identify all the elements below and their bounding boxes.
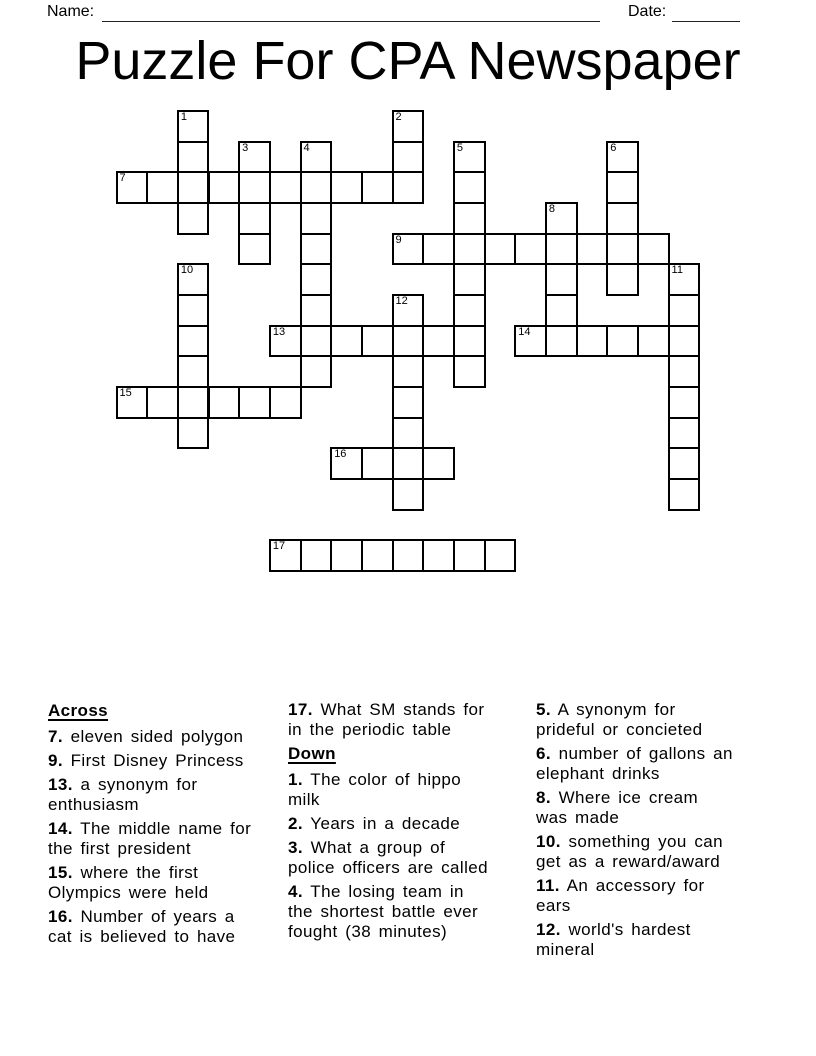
grid-cell	[238, 171, 271, 204]
grid-cell	[422, 447, 455, 480]
grid-cell	[177, 171, 210, 204]
grid-cell	[668, 355, 701, 388]
grid-cell	[177, 294, 210, 327]
grid-cell	[300, 539, 333, 572]
grid-cell	[238, 233, 271, 266]
clue-number: 8.	[536, 788, 551, 807]
grid-cell	[668, 325, 701, 358]
across-heading: Across	[48, 701, 109, 720]
grid-cell	[330, 325, 363, 358]
clue-number: 4.	[288, 882, 303, 901]
clue-number: 12.	[536, 920, 561, 939]
grid-cell	[392, 417, 425, 450]
cell-number: 10	[180, 264, 194, 277]
grid-cell	[514, 233, 547, 266]
grid-cell	[361, 539, 394, 572]
grid-cell	[545, 294, 578, 327]
grid-cell	[453, 202, 486, 235]
grid-cell	[330, 171, 363, 204]
cell-number: 14	[518, 325, 531, 338]
grid-cell	[453, 233, 486, 266]
grid-cell	[453, 355, 486, 388]
grid-cell	[269, 325, 302, 358]
clue-column-2	[288, 700, 526, 946]
cell-number: 4	[303, 141, 310, 154]
clue-number: 6.	[536, 744, 551, 763]
grid-cell	[208, 171, 241, 204]
grid-cell	[392, 110, 425, 143]
grid-cell	[453, 171, 486, 204]
grid-cell	[576, 325, 609, 358]
grid-cell	[392, 539, 425, 572]
grid-cell	[300, 233, 333, 266]
cell-number: 5	[456, 141, 463, 154]
grid-cell	[177, 386, 210, 419]
grid-cell	[545, 325, 578, 358]
cell-number: 15	[119, 387, 132, 400]
grid-cell	[208, 386, 241, 419]
grid-cell	[238, 202, 271, 235]
grid-cell	[238, 141, 271, 174]
clue-number: 17.	[288, 700, 313, 719]
grid-cell	[484, 233, 517, 266]
grid-cell	[177, 417, 210, 450]
grid-cell	[116, 386, 149, 419]
grid-cell	[177, 202, 210, 235]
grid-cell	[177, 355, 210, 388]
grid-cell	[392, 447, 425, 480]
grid-cell	[576, 233, 609, 266]
grid-cell	[300, 202, 333, 235]
clue-number: 2.	[288, 814, 303, 833]
cell-number: 12	[395, 295, 408, 308]
clue-number: 5.	[536, 700, 551, 719]
grid-cell	[668, 417, 701, 450]
clue-number: 13.	[48, 775, 73, 794]
clue-down-2: 2. Years in a decade	[288, 814, 461, 833]
grid-cell	[392, 478, 425, 511]
grid-cell	[453, 294, 486, 327]
grid-cell	[606, 325, 639, 358]
grid-cell	[668, 447, 701, 480]
clue-down-3: 3. What a group of police officers are called	[288, 838, 488, 877]
grid-cell	[300, 325, 333, 358]
clue-down-10: 10. something you can get as a reward/award	[536, 832, 723, 871]
grid-cell	[300, 141, 333, 174]
clue-column-3	[536, 700, 774, 964]
grid-cell	[453, 141, 486, 174]
grid-cell	[606, 233, 639, 266]
grid-cell	[300, 355, 333, 388]
grid-cell	[637, 233, 670, 266]
clue-number: 1.	[288, 770, 303, 789]
grid-cell	[177, 110, 210, 143]
cell-number: 1	[180, 111, 187, 123]
date-label: Date:	[628, 3, 667, 20]
clue-number: 16.	[48, 907, 73, 926]
grid-cell	[269, 171, 302, 204]
grid-cell	[422, 233, 455, 266]
grid-cell	[238, 386, 271, 419]
grid-cell	[300, 171, 333, 204]
grid-cell	[361, 171, 394, 204]
grid-cell	[361, 447, 394, 480]
name-label: Name:	[47, 3, 95, 20]
grid-cell	[606, 202, 639, 235]
cell-number: 13	[272, 325, 286, 338]
grid-cell	[606, 263, 639, 296]
grid-cell	[392, 171, 425, 204]
grid-cell	[668, 263, 701, 296]
clue-number: 15.	[48, 863, 73, 882]
cell-number: 16	[334, 448, 347, 461]
clue-down-12: 12. world's hardest mineral	[536, 920, 691, 959]
grid-cell	[116, 171, 149, 204]
grid-cell	[361, 325, 394, 358]
clue-number: 11.	[536, 876, 560, 895]
clue-across-16: 16. Number of years a cat is believed to have	[48, 907, 236, 946]
clue-across-9: 9. First Disney Princess	[48, 751, 244, 770]
clue-number: 14.	[48, 819, 73, 838]
cell-number: 11	[671, 264, 683, 277]
clue-down-1: 1. The color of hippo milk	[288, 770, 462, 809]
grid-cell	[177, 141, 210, 174]
clue-column-1	[48, 700, 286, 951]
grid-cell	[177, 263, 210, 296]
grid-cell	[514, 325, 547, 358]
cell-number: 17	[272, 540, 286, 553]
grid-cell	[392, 233, 425, 266]
clue-across-14: 14. The middle name for the first president	[48, 819, 252, 858]
grid-cell	[300, 294, 333, 327]
clue-down-6: 6. number of gallons an elephant drinks	[536, 744, 733, 783]
grid-cell	[269, 386, 302, 419]
grid-cell	[300, 263, 333, 296]
grid-cell	[146, 386, 179, 419]
grid-cell	[453, 263, 486, 296]
cell-number: 2	[395, 111, 402, 123]
clue-number: 9.	[48, 751, 63, 770]
grid-cell	[545, 263, 578, 296]
grid-cell	[453, 325, 486, 358]
clue-across-17: 17. What SM stands for in the periodic table	[288, 700, 485, 739]
clue-number: 7.	[48, 727, 63, 746]
grid-cell	[668, 386, 701, 419]
down-heading: Down	[288, 744, 336, 763]
cell-number: 6	[610, 141, 617, 154]
clue-down-5: 5. A synonym for prideful or concieted	[536, 700, 703, 739]
grid-cell	[545, 233, 578, 266]
grid-cell	[330, 539, 363, 572]
grid-cell	[392, 386, 425, 419]
grid-cell	[392, 325, 425, 358]
clue-number: 3.	[288, 838, 303, 857]
grid-cell	[606, 141, 639, 174]
clue-number: 10.	[536, 832, 561, 851]
cell-number: 9	[395, 233, 402, 246]
clue-across-15: 15. where the first Olympics were held	[48, 863, 209, 902]
grid-cell	[177, 325, 210, 358]
clue-across-13: 13. a synonym for enthusiasm	[48, 775, 198, 814]
grid-cell	[146, 171, 179, 204]
clue-down-8: 8. Where ice cream was made	[536, 788, 699, 827]
cell-number: 8	[548, 203, 555, 215]
grid-cell	[269, 539, 302, 572]
grid-cell	[422, 325, 455, 358]
grid-cell	[330, 447, 363, 480]
grid-cell	[392, 141, 425, 174]
clue-down-11: 11. An accessory for ears	[536, 876, 705, 915]
grid-cell	[392, 355, 425, 388]
cell-number: 7	[119, 172, 126, 185]
grid-cell	[392, 294, 425, 327]
grid-cell	[545, 202, 578, 235]
grid-cell	[422, 539, 455, 572]
clue-across-7: 7. eleven sided polygon	[48, 727, 244, 746]
grid-cell	[668, 478, 701, 511]
page-title: Puzzle For CPA Newspaper	[75, 31, 741, 91]
grid-cell	[637, 325, 670, 358]
grid-cell	[453, 539, 486, 572]
grid-cell	[484, 539, 517, 572]
grid-cell	[606, 171, 639, 204]
grid-cell	[668, 294, 701, 327]
cell-number: 3	[242, 141, 249, 154]
clue-down-4: 4. The losing team in the shortest battle ever fought (38 minutes)	[288, 882, 479, 941]
